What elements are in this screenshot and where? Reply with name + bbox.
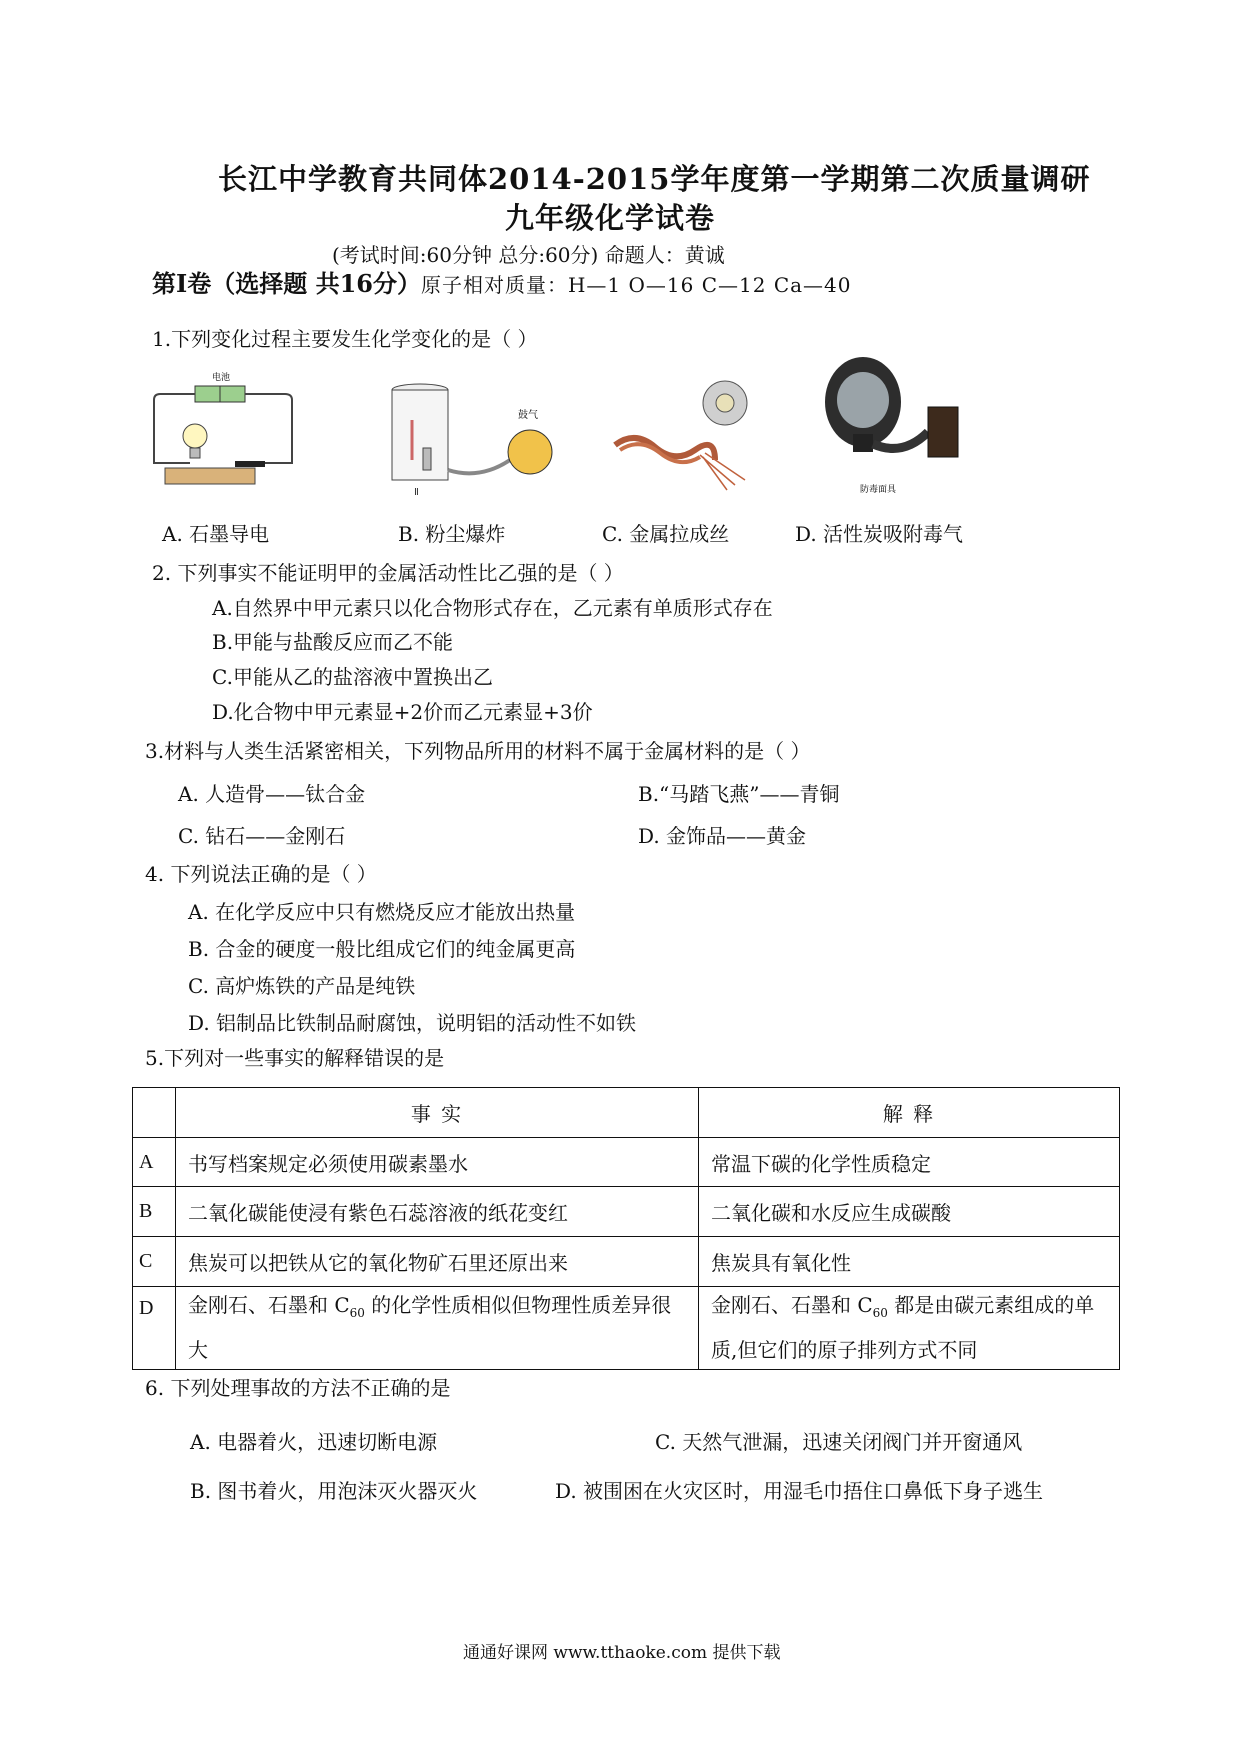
q1-figure-metal-wire — [605, 375, 770, 495]
q1-option-d: D. 活性炭吸附毒气 — [795, 522, 964, 546]
q5-explain-text-post: 都是由碳元素组成的单质,但它们的原子排列方式不同 — [711, 1293, 1095, 1362]
q4-stem: 4. 下列说法正确的是（ ） — [145, 862, 377, 886]
q4-option-d: D. 铝制品比铁制品耐腐蚀，说明铝的活动性不如铁 — [188, 1011, 637, 1035]
section-label: 第Ⅰ卷（选择题 共16分） — [152, 269, 421, 298]
q5-row-explain: 二氧化碳和水反应生成碳酸 — [699, 1187, 1120, 1237]
q5-facts-table — [132, 1087, 1120, 1370]
q5-explain-subscript: 60 — [872, 1306, 888, 1320]
q5-fact-text-post: 的化学性质相似但物理性质差异很大 — [188, 1293, 672, 1362]
q1-figure-dust-explosion — [390, 380, 565, 500]
q5-row-label: D — [133, 1287, 176, 1370]
q5-row-fact: 书写档案规定必须使用碳素墨水 — [176, 1138, 699, 1187]
q4-option-b: B. 合金的硬度一般比组成它们的纯金属更高 — [188, 937, 576, 961]
exam-title-line2: 九年级化学试卷 — [505, 201, 716, 235]
q1-fig-mask-label: 防毒面具 — [860, 485, 897, 495]
q1-option-c: C. 金属拉成丝 — [602, 522, 730, 546]
q5-row-label: B — [133, 1187, 176, 1237]
q2-stem: 2. 下列事实不能证明甲的金属活动性比乙强的是（ ） — [152, 561, 624, 585]
exam-title-line1: 长江中学教育共同体2014-2015学年度第一学期第二次质量调研 — [218, 162, 1091, 196]
q6-option-c: C. 天然气泄漏，迅速关闭阀门并开窗通风 — [655, 1430, 1023, 1454]
q4-option-c: C. 高炉炼铁的产品是纯铁 — [188, 974, 416, 998]
exam-meta: (考试时间:60分钟 总分:60分) 命题人：黄诚 — [332, 243, 725, 267]
q1-stem: 1.下列变化过程主要发生化学变化的是（ ） — [152, 327, 538, 351]
table-row — [133, 1138, 1120, 1187]
q5-row-fact: 焦炭可以把铁从它的氧化物矿石里还原出来 — [176, 1237, 699, 1287]
section-header — [152, 264, 852, 299]
q2-option-b: B.甲能与盐酸反应而乙不能 — [212, 630, 454, 654]
q5-header-blank — [133, 1088, 176, 1138]
q1-figure-graphite-circuit — [150, 368, 300, 498]
q1-option-b: B. 粉尘爆炸 — [398, 522, 506, 546]
q5-row-label: C — [133, 1237, 176, 1287]
q5-row-fact — [176, 1287, 699, 1370]
q5-row-explain: 常温下碳的化学性质稳定 — [699, 1138, 1120, 1187]
atomic-mass: 原子相对质量：H—1 O—16 C—12 Ca—40 — [420, 273, 852, 297]
page-footer: 通通好课网 www.tthaoke.com 提供下载 — [463, 1643, 781, 1663]
q3-option-a: A. 人造骨——钛合金 — [178, 782, 366, 806]
q5-header-explain: 解 释 — [699, 1088, 1120, 1138]
q4-option-a: A. 在化学反应中只有燃烧反应才能放出热量 — [188, 900, 576, 924]
q5-row-label: A — [133, 1138, 176, 1187]
q5-row-fact: 二氧化碳能使浸有紫色石蕊溶液的纸花变红 — [176, 1187, 699, 1237]
svg-text:Ⅱ: Ⅱ — [414, 487, 419, 498]
q5-table-header-row — [133, 1088, 1120, 1138]
q5-fact-text-pre: 金刚石、石墨和 C — [188, 1293, 350, 1317]
q1-fig-battery-label: 电池 — [212, 373, 231, 383]
q5-row-explain — [699, 1287, 1120, 1370]
table-row — [133, 1187, 1120, 1237]
q6-option-a: A. 电器着火，迅速切断电源 — [190, 1430, 438, 1454]
q6-stem: 6. 下列处理事故的方法不正确的是 — [145, 1376, 451, 1400]
q5-stem: 5.下列对一些事实的解释错误的是 — [145, 1046, 445, 1070]
table-row — [133, 1287, 1120, 1370]
q5-row-explain: 焦炭具有氧化性 — [699, 1237, 1120, 1287]
q6-option-d: D. 被围困在火灾区时，用湿毛巾捂住口鼻低下身子逃生 — [555, 1479, 1044, 1503]
q3-option-c: C. 钻石——金刚石 — [178, 824, 346, 848]
q2-option-c: C.甲能从乙的盐溶液中置换出乙 — [212, 665, 493, 689]
q5-explain-text-pre: 金刚石、石墨和 C — [711, 1293, 873, 1317]
q3-option-b: B.“马踏飞燕”——青铜 — [638, 782, 840, 806]
q5-fact-subscript: 60 — [349, 1306, 365, 1320]
q1-option-a: A. 石墨导电 — [162, 522, 270, 546]
q1-fig-air-label: 鼓气 — [518, 410, 538, 421]
table-row — [133, 1237, 1120, 1287]
q3-option-d: D. 金饰品——黄金 — [638, 824, 807, 848]
q2-option-a: A.自然界中甲元素只以化合物形式存在，乙元素有单质形式存在 — [212, 596, 773, 620]
q5-header-fact: 事 实 — [176, 1088, 699, 1138]
q1-figure-gas-mask — [808, 352, 983, 500]
q6-option-b: B. 图书着火，用泡沫灭火器灭火 — [190, 1479, 478, 1503]
q3-stem: 3.材料与人类生活紧密相关，下列物品所用的材料不属于金属材料的是（ ） — [145, 739, 811, 763]
q2-option-d: D.化合物中甲元素显+2价而乙元素显+3价 — [212, 700, 593, 724]
